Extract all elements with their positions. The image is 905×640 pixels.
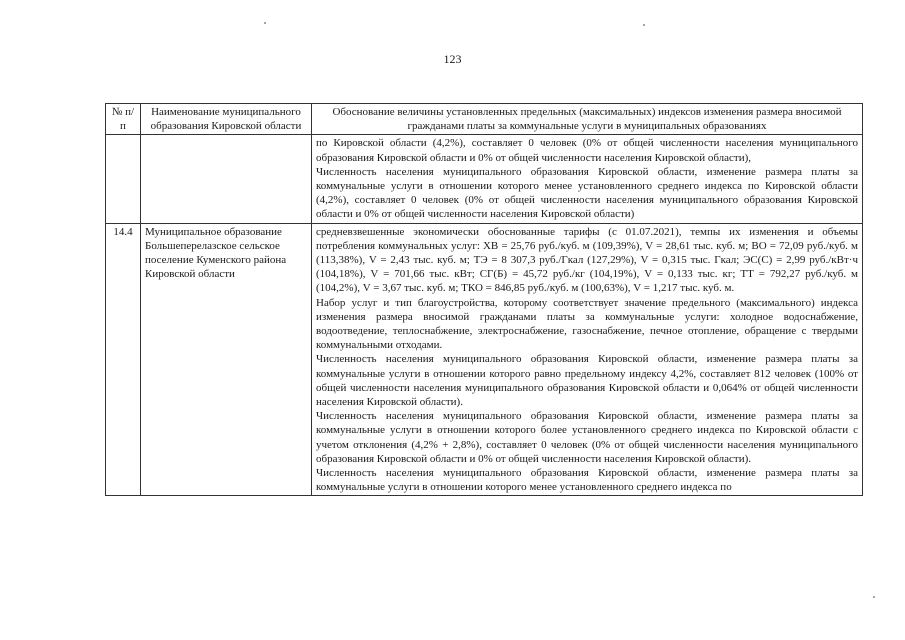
paragraph: Численность населения муниципального образования Кировской области, изменение размера платы за коммунальные услуги в отношении которого равно предельному индексу 4,2%, составляет 812 человек (100% от общей численности населения муниципального образования Кировской области и 0,064% от общей численности населения Кировской области). xyxy=(316,353,858,409)
row-number xyxy=(106,135,141,223)
header-municipality: Наименование муниципального образования Кировской области xyxy=(141,104,312,135)
header-justification: Обоснование величины установленных предельных (максимальных) индексов изменения размера вносимой гражданами платы за коммунальные услуги в муниципальных образованиях xyxy=(312,104,863,135)
row-municipality xyxy=(141,135,312,223)
table-row-14-4 xyxy=(106,223,863,496)
tariff-index-table xyxy=(105,103,863,496)
table-row-continuation xyxy=(106,135,863,223)
header-number: № п/п xyxy=(106,104,141,135)
paragraph: Набор услуг и тип благоустройства, которому соответствует значение предельного (максимального) индекса изменения размера вносимой гражданами платы за коммунальные услуги: холодное водоснабжение, водоотведение, теплоснабжение, электроснабжение, газоснабжение, печное отопление, обращение с твердыми коммунальными отходами. xyxy=(316,296,858,352)
paragraph: Численность населения муниципального образования Кировской области, изменение размера платы за коммунальные услуги в отношении которого более установленного среднего индекса по Кировской области с учетом отклонения (4,2% + 2,8%), составляет 0 человек (0% от общей численности населения муниципального образования Кировской области и 0% от общей численности населения Кировской области). xyxy=(316,410,858,465)
table-header-row xyxy=(106,104,863,135)
row-justification xyxy=(312,135,863,223)
scan-speck xyxy=(873,596,875,598)
paragraph: по Кировской области (4,2%), составляет 0 человек (0% от общей численности населения муниципального образования Кировской области и 0% от общей численности населения Кировской области), xyxy=(316,137,858,164)
row-justification xyxy=(312,223,863,496)
row-municipality: Муниципальное образование Большеперелазское сельское поселение Куменского района Кировской области xyxy=(141,223,312,496)
scan-speck xyxy=(643,24,645,26)
paragraph: Численность населения муниципального образования Кировской области, изменение размера платы за коммунальные услуги в отношении которого менее установленного среднего индекса по Кировской области (4,2%), составляет 0 человек (0% от общей численности населения муниципального образования Кировской области и 0% от общей численности населения Кировской области) xyxy=(316,165,858,221)
paragraph: Численность населения муниципального образования Кировской области, изменение размера платы за коммунальные услуги в отношении которого менее установленного среднего индекса по xyxy=(316,467,858,494)
row-number: 14.4 xyxy=(106,223,141,496)
paragraph: средневзвешенные экономически обоснованные тарифы (с 01.07.2021), темпы их изменения и объемы потребления коммунальных услуг: ХВ = 25,76 руб./куб. м (109,39%), V = 28,61 тыс. куб. м; ВО = 72,09 руб./куб. м (113,38%), V = 2,43 тыс. куб. м; ТЭ = 8 307,3 руб./Гкал (127,29%), V = 0,315 тыс. Гкал; ЭС(С) = 2,99 руб./кВт·ч (104,18%), V = 701,66 тыс. кВт; СГ(Б) = 45,72 руб./кг (104,19%), V = 0,133 тыс. кг; ТТ = 792,27 руб./куб. м (104,2%), V = 3,67 тыс. куб. м; ТКО = 846,85 руб./куб. м (100,63%), V = 1,217 тыс. куб. м. xyxy=(316,225,858,295)
page-number: 123 xyxy=(443,52,462,66)
scan-speck xyxy=(264,22,266,24)
